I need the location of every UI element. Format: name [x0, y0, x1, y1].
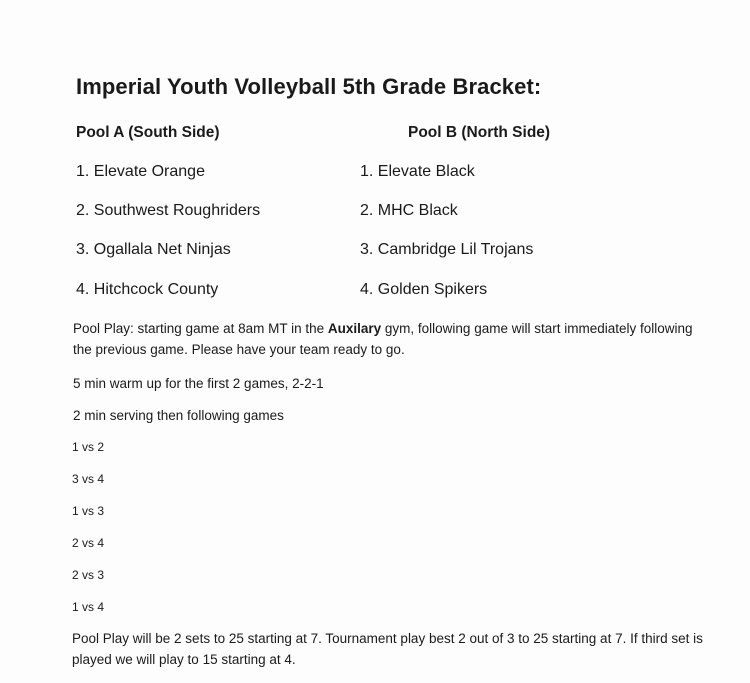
matchup-item: 1 vs 4 [72, 600, 105, 614]
pool-b-team: 2. MHC Black [360, 202, 458, 219]
document-title: Imperial Youth Volleyball 5th Grade Bracket: [76, 74, 542, 99]
pool-a-team: 2. Southwest Roughriders [76, 202, 261, 219]
pool-play-paragraph [73, 318, 703, 360]
matchup-item: 1 vs 2 [72, 440, 105, 454]
matchup-item: 3 vs 4 [72, 472, 105, 486]
matchup-item: 2 vs 4 [72, 536, 105, 550]
pool-play-text-cont: gym, following game will start immediately following the previous game. Please have your team ready to go. [73, 321, 693, 357]
pool-play-text: Pool Play: starting game at 8am MT in the [73, 321, 328, 336]
pool-a-team: 3. Ogallala Net Ninjas [76, 241, 231, 258]
pool-b-team: 4. Golden Spikers [360, 281, 488, 298]
pool-b-team: 3. Cambridge Lil Trojans [360, 241, 534, 258]
matchup-item: 1 vs 3 [72, 504, 105, 518]
matchup-item: 2 vs 3 [72, 568, 105, 582]
warm-up-note: 5 min warm up for the first 2 games, 2-2-1 [73, 376, 324, 391]
pool-a-team: 1. Elevate Orange [76, 163, 205, 180]
pool-a-heading: Pool A (South Side) [76, 124, 220, 141]
final-note: Pool Play will be 2 sets to 25 starting at 7. Tournament play best 2 out of 3 to 25 starting at 7. If third set is played we will play to 15 starting at 4. [72, 631, 703, 667]
serving-note: 2 min serving then following games [73, 408, 284, 423]
gym-name: Auxilary [327, 321, 382, 336]
pool-a-team: 4. Hitchcock County [76, 281, 219, 298]
pool-b-heading: Pool B (North Side) [408, 124, 551, 141]
pool-b-team: 1. Elevate Black [360, 163, 475, 180]
